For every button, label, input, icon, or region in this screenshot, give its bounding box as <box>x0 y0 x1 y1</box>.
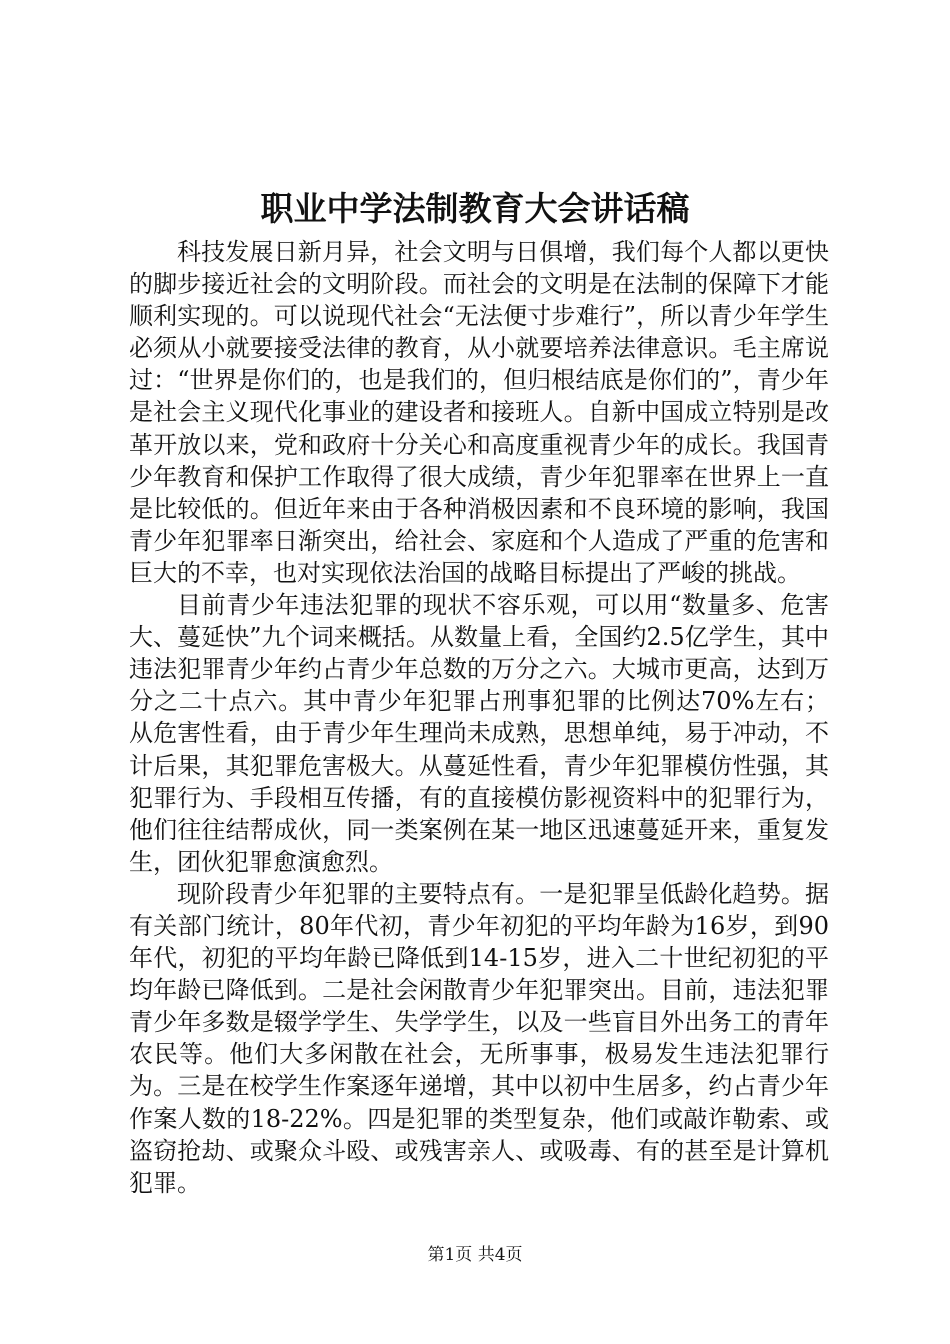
paragraph: 现阶段青少年犯罪的主要特点有。一是犯罪呈低龄化趋势。据有关部门统计，80年代初，青少年初犯的平均年龄为16岁，到90年代，初犯的平均年龄已降低到14-15岁，进入二十世纪初犯的平均年龄已降低到。二是社会闲散青少年犯罪突出。目前，违法犯罪青少年多数是辍学学生、失学学生，以及一些盲目外出务工的青年农民等。他们大多闲散在社会，无所事事，极易发生违法犯罪行为。三是在校学生作案逐年递增，其中以初中生居多，约占青少年作案人数的18-22%。四是犯罪的类型复杂，他们或敲诈勒索、或盗窃抢劫、或聚众斗殴、或残害亲人、或吸毒、有的甚至是计算机犯罪。 <box>129 879 829 1197</box>
document-body <box>129 236 829 1199</box>
page-footer <box>0 1243 950 1267</box>
paragraph: 科技发展日新月异，社会文明与日俱增，我们每个人都以更快的脚步接近社会的文明阶段。而社会的文明是在法制的保障下才能顺利实现的。可以说现代社会“无法便寸步难行”，所以青少年学生必须从小就要接受法律的教育，从小就要培养法律意识。毛主席说过：“世界是你们的，也是我们的，但归根结底是你们的”，青少年是社会主义现代化事业的建设者和接班人。自新中国成立特别是改革开放以来，党和政府十分关心和高度重视青少年的成长。我国青少年教育和保护工作取得了很大成绩，青少年犯罪率在世界上一直是比较低的。但近年来由于各种消极因素和不良环境的影响，我国青少年犯罪率日渐突出，给社会、家庭和个人造成了严重的危害和巨大的不幸，也对实现依法治国的战略目标提出了严峻的挑战。 <box>129 238 829 587</box>
document-title: 职业中学法制教育大会讲话稿 <box>260 189 690 228</box>
page-number: 第1页 共4页 <box>427 1245 523 1265</box>
paragraph: 目前青少年违法犯罪的现状不容乐观，可以用“数量多、危害大、蔓延快”九个词来概括。从数量上看，全国约2.5亿学生，其中违法犯罪青少年约占青少年总数的万分之六。大城市更高，达到万分之二十点六。其中青少年犯罪占刑事犯罪的比例达70%左右；从危害性看，由于青少年生理尚未成熟，思想单纯，易于冲动，不计后果，其犯罪危害极大。从蔓延性看，青少年犯罪模仿性强，其犯罪行为、手段相互传播，有的直接模仿影视资料中的犯罪行为，他们往往结帮成伙，同一类案例在某一地区迅速蔓延开来，重复发生，团伙犯罪愈演愈烈。 <box>129 591 829 876</box>
